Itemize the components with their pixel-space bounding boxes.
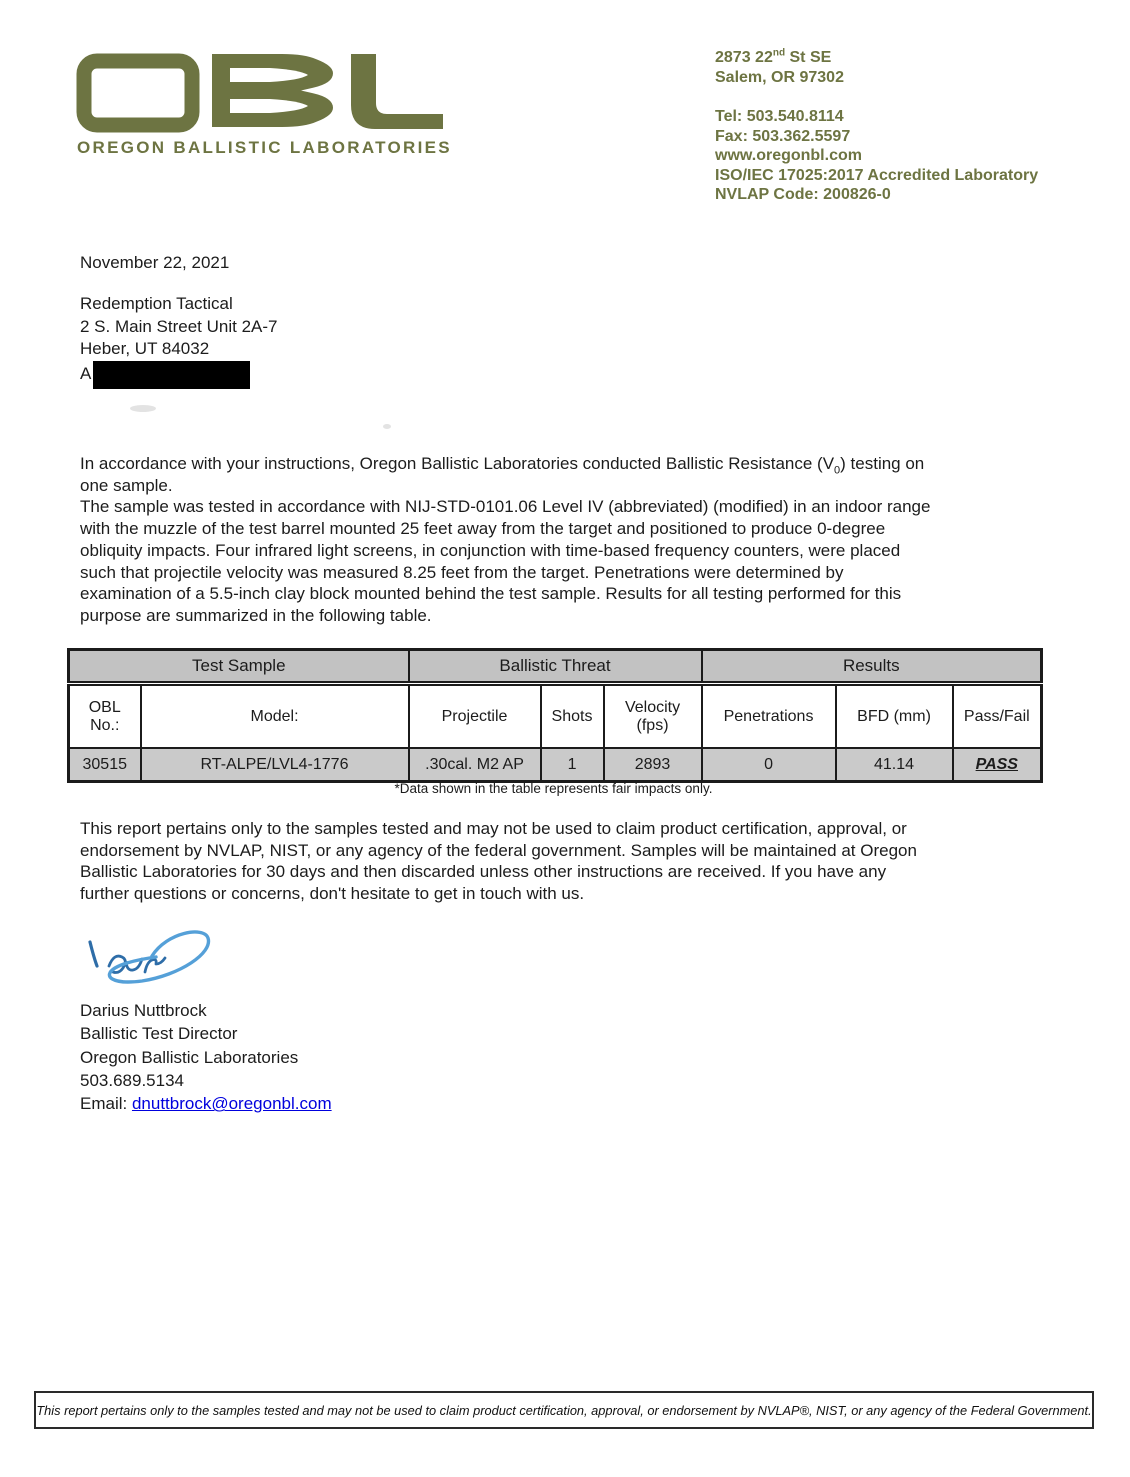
- group-header-results: Results: [702, 650, 1042, 684]
- col-header-model: Model:: [141, 684, 409, 749]
- lab-website: www.oregonbl.com: [715, 147, 862, 164]
- para1-line1: In accordance with your instructions, Oregon Ballistic Laboratories conducted Ballistic Resistance $(V_0)$ testing on: [80, 454, 925, 477]
- cell-obl-no: 30515: [69, 748, 141, 782]
- col-header-projectile: Projectile: [409, 684, 541, 749]
- cell-bfd: 41.14: [836, 748, 953, 782]
- lab-fax: Fax: 503.362.5597: [715, 127, 851, 145]
- table-footnote: *Data shown in the table represents fair impacts only.: [394, 781, 713, 796]
- para1-line2: one sample.: [80, 475, 173, 495]
- col-header-shots: Shots: [541, 684, 604, 749]
- lab-tel: Tel: 503.540.8114: [715, 108, 844, 125]
- redaction-box: [93, 361, 250, 389]
- signer-email-line: [80, 1092, 332, 1115]
- group-header-ballistic-threat: Ballistic Threat: [409, 650, 702, 684]
- lab-accreditation: ISO/IEC 17025:2017 Accredited Laboratory: [715, 166, 1039, 184]
- cell-projectile: .30cal. M2 AP: [409, 748, 541, 782]
- signer-title: Ballistic Test Director: [80, 1024, 238, 1044]
- obl-logo-icon: [75, 52, 447, 136]
- redacted-line-prefix: A: [80, 364, 92, 384]
- recipient-name: Redemption Tactical: [80, 294, 233, 313]
- lab-contact-block: [715, 48, 1038, 205]
- logo-caption: OREGON BALLISTIC LABORATORIES: [77, 138, 452, 157]
- para2-line3: obliquity impacts. Four infrared light screens, in conjunction with time-based frequency counters, were placed: [80, 540, 901, 560]
- cell-penetrations: 0: [702, 748, 836, 782]
- para2-line5: examination of a 5.5-inch clay block mounted behind the test sample. Results for all testing performed for this: [80, 584, 902, 604]
- lab-address-line2: Salem, OR 97302: [715, 68, 844, 86]
- cell-model: RT-ALPE/LVL4-1776: [141, 748, 409, 782]
- signer-company: Oregon Ballistic Laboratories: [80, 1047, 299, 1067]
- para2-line4: such that projectile velocity was measured 8.25 feet from the target. Penetrations were determined by: [80, 562, 844, 582]
- email-label: Email:: [80, 1094, 132, 1114]
- closing-paragraph: [80, 818, 917, 905]
- table-row: [69, 748, 1042, 782]
- para2-line2: with the muzzle of the test barrel mounted 25 feet away from the target and positioned to produce 0-degree: [80, 519, 886, 539]
- cell-shots: 1: [541, 748, 604, 782]
- recipient-block: [80, 293, 277, 389]
- handwritten-signature-icon: [82, 926, 237, 992]
- lab-nvlap-code: NVLAP Code: 200826-0: [715, 186, 891, 203]
- signature-block: [80, 999, 332, 1115]
- recipient-city: Heber, UT 84032: [80, 339, 210, 358]
- results-table: [67, 648, 1043, 783]
- cell-velocity: 2893: [604, 748, 702, 782]
- footer-disclaimer-box: [34, 1391, 1094, 1429]
- scan-smudge: [130, 405, 156, 412]
- cell-pass-fail: PASS: [953, 748, 1042, 782]
- intro-paragraphs: [80, 453, 930, 627]
- para2-line1: The sample was tested in accordance with NIJ-STD-0101.06 Level IV (abbreviated) (modified) in an indoor range: [80, 497, 931, 517]
- para2-line6: purpose are summarized in the following table.: [80, 605, 432, 625]
- signer-name: Darius Nuttbrock: [80, 1001, 207, 1020]
- footer-disclaimer-text: This report pertains only to the samples tested and may not be used to claim product certification, approval, or endorsement by NVLAP®, NIST, or any agency of the Federal Government.: [36, 1402, 1092, 1418]
- col-header-velocity: Velocity (fps): [604, 684, 702, 749]
- para3-line3: Ballistic Laboratories for 30 days and then discarded unless other instructions are received. If you have any: [80, 862, 887, 882]
- para3-line2: endorsement by NVLAP, NIST, or any agency of the federal government. Samples will be maintained at Oregon: [80, 840, 917, 860]
- letter-date: November 22, 2021: [80, 253, 230, 272]
- lab-address-line1: 2873 22nd St SE: [715, 47, 832, 66]
- col-header-penetrations: Penetrations: [702, 684, 836, 749]
- email-link[interactable]: dnuttbrock@oregonbl.com: [131, 1094, 332, 1114]
- signer-phone: 503.689.5134: [80, 1070, 184, 1090]
- recipient-redacted-line: [80, 361, 277, 389]
- scan-smudge: [383, 424, 391, 429]
- group-header-test-sample: Test Sample: [69, 650, 409, 684]
- col-header-bfd: BFD (mm): [836, 684, 953, 749]
- para3-line1: This report pertains only to the samples tested and may not be used to claim product certification, approval, or: [80, 819, 907, 838]
- col-header-obl-no: OBL No.:: [69, 684, 141, 749]
- para3-line4: further questions or concerns, don't hesitate to get in touch with us.: [80, 884, 585, 904]
- recipient-street: 2 S. Main Street Unit 2A-7: [80, 316, 278, 336]
- col-header-pass-fail: Pass/Fail: [953, 684, 1042, 749]
